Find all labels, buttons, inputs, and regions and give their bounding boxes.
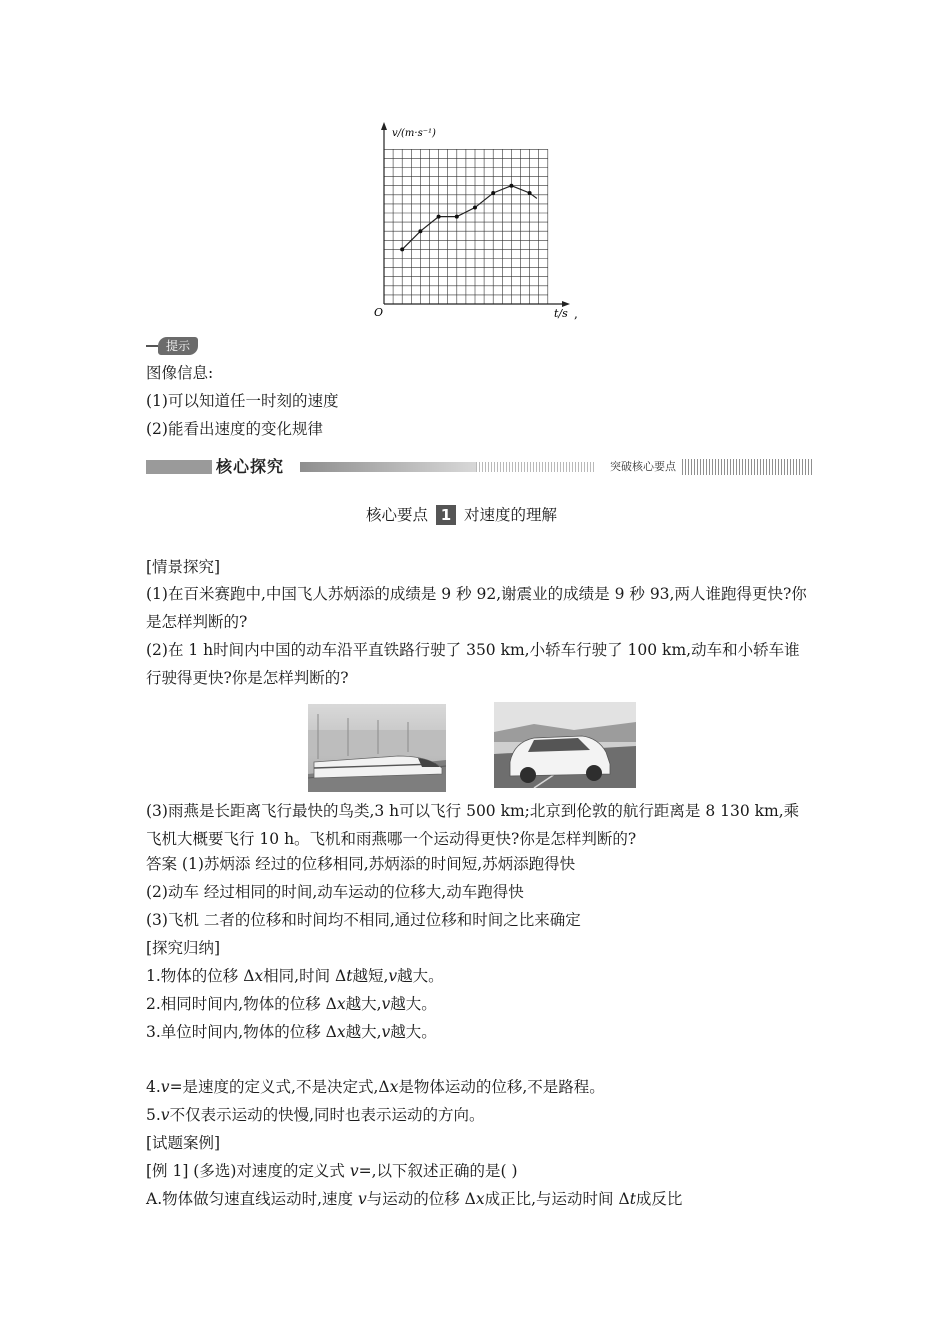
summary-heading: [探究归纳] xyxy=(146,939,221,957)
summary-item-3: 3.单位时间内,物体的位移 Δx越大,v越大。 xyxy=(146,1023,437,1041)
scenario-q1: (1)在百米赛跑中,中国飞人苏炳添的成绩是 9 秒 92,谢震业的成绩是 9 秒 93,两人谁跑得更快?你是怎样判断的? xyxy=(146,585,807,631)
data-point xyxy=(473,206,477,210)
banner-block xyxy=(146,460,212,474)
tip-line-1: 图像信息: xyxy=(146,364,214,382)
answer-1: 答案 (1)苏炳添 经过的位移相同,苏炳添的时间短,苏炳添跑得快 xyxy=(146,855,576,873)
data-point xyxy=(491,191,495,195)
tip-label: 提示 xyxy=(158,337,198,355)
banner-title: 核心探究 xyxy=(216,457,285,476)
scenario-q2: (2)在 1 h时间内中国的动车沿平直铁路行驶了 350 km,小轿车行驶了 100 km,动车和小轿车谁行驶得更快?你是怎样判断的? xyxy=(146,641,800,687)
data-point xyxy=(400,247,404,251)
keypoint-prefix: 核心要点 xyxy=(366,506,429,524)
banner-gradient xyxy=(300,462,476,472)
banner-stripes-right xyxy=(682,459,812,475)
scenario-q3: (3)雨燕是长距离飞行最快的鸟类,3 h可以飞行 500 km;北京到伦敦的航行距离是 8 130 km,乘飞机大概要飞行 10 h。飞机和雨燕哪一个运动得更快?你是怎样判断的? xyxy=(146,802,800,848)
data-point xyxy=(418,229,422,233)
example-1: [例 1] (多选)对速度的定义式 v=,以下叙述正确的是( ) xyxy=(146,1162,518,1180)
summary-item-1: 1.物体的位移 Δx相同,时间 Δt越短,v越大。 xyxy=(146,967,444,985)
cases-heading: [试题案例] xyxy=(146,1134,221,1152)
keypoint-number: 1 xyxy=(436,505,456,525)
keypoint-heading xyxy=(366,503,557,527)
data-point xyxy=(437,215,441,219)
summary-item-4: 4.v=是速度的定义式,不是决定式,Δx是物体运动的位移,不是路程。 xyxy=(146,1078,605,1096)
car-photo xyxy=(494,702,636,788)
summary-item-5: 5.v不仅表示运动的快慢,同时也表示运动的方向。 xyxy=(146,1106,485,1124)
tip-badge xyxy=(146,337,198,355)
keypoint-title: 对速度的理解 xyxy=(464,506,558,524)
banner-subtitle: 突破核心要点 xyxy=(606,459,680,475)
y-axis-arrow xyxy=(381,122,387,130)
velocity-time-chart xyxy=(360,118,590,328)
data-point xyxy=(509,184,513,188)
tip-line-2: (1)可以知道任一时刻的速度 xyxy=(146,392,339,410)
origin-label: O xyxy=(374,306,384,319)
y-axis-label: v/(m·s⁻¹) xyxy=(392,128,436,139)
summary-item-2: 2.相同时间内,物体的位移 Δx越大,v越大。 xyxy=(146,995,437,1013)
velocity-series-line xyxy=(402,186,537,250)
answer-3: (3)飞机 二者的位移和时间均不相同,通过位移和时间之比来确定 xyxy=(146,911,581,929)
chart-grid xyxy=(384,149,548,304)
option-a: A.物体做匀速直线运动时,速度 v与运动的位移 Δx成正比,与运动时间 Δt成反比 xyxy=(146,1190,683,1208)
data-point xyxy=(528,191,532,195)
banner-stripes xyxy=(476,462,596,472)
answer-2: (2)动车 经过相同的时间,动车运动的位移大,动车跑得快 xyxy=(146,883,524,901)
scenario-heading: [情景探究] xyxy=(146,558,221,576)
x-axis-label: t/s xyxy=(554,307,568,320)
bullet-train-photo xyxy=(308,704,446,792)
data-point xyxy=(455,215,459,219)
tip-line-3: (2)能看出速度的变化规律 xyxy=(146,420,323,438)
trailing-comma: , xyxy=(574,307,578,321)
tip-rule xyxy=(146,345,158,347)
section-banner xyxy=(146,456,812,478)
